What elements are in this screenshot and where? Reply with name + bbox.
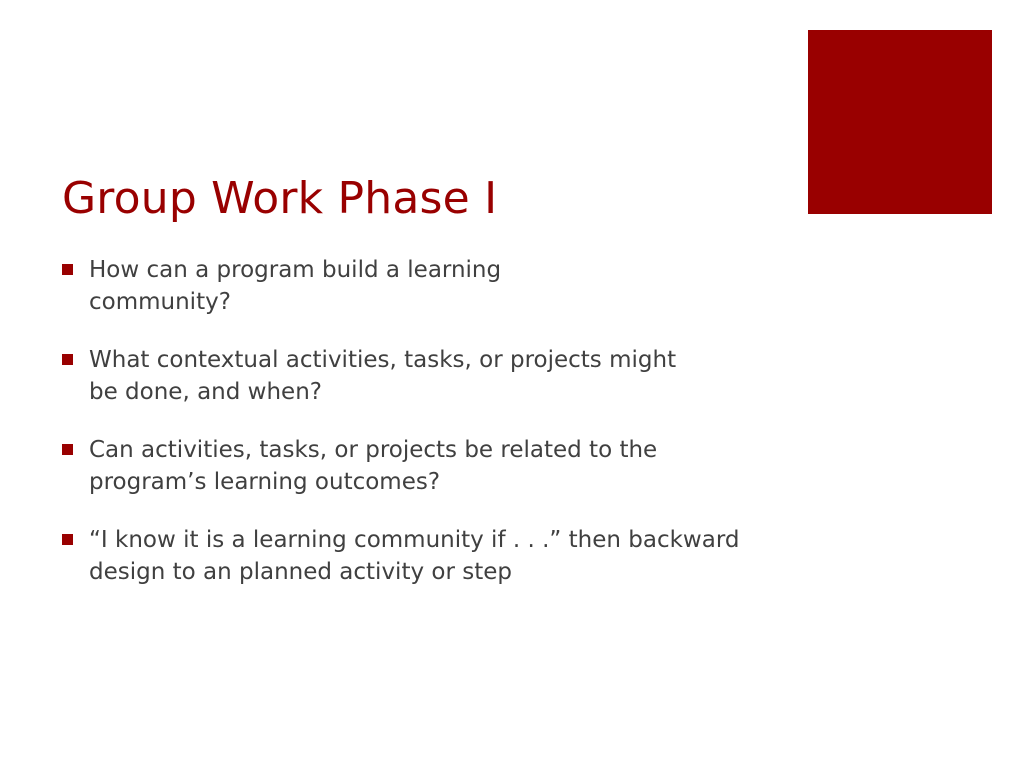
bullet-text: How can a program build a learning community? (89, 257, 502, 315)
slide-title: Group Work Phase I (62, 173, 498, 224)
bullet-list (62, 254, 772, 614)
square-bullet-icon (62, 354, 73, 365)
bullet-text: What contextual activities, tasks, or projects might be done, and when? (89, 347, 677, 405)
bullet-item (62, 254, 772, 318)
bullet-item (62, 344, 772, 408)
bullet-item (62, 524, 772, 588)
decorative-accent-block (808, 30, 992, 214)
bullet-text: Can activities, tasks, or projects be related to the program’s learning outcomes? (89, 437, 658, 495)
square-bullet-icon (62, 264, 73, 275)
bullet-item (62, 434, 772, 498)
bullet-text: “I know it is a learning community if . . .” then backward design to an planned activity or step (89, 527, 740, 585)
square-bullet-icon (62, 444, 73, 455)
square-bullet-icon (62, 534, 73, 545)
